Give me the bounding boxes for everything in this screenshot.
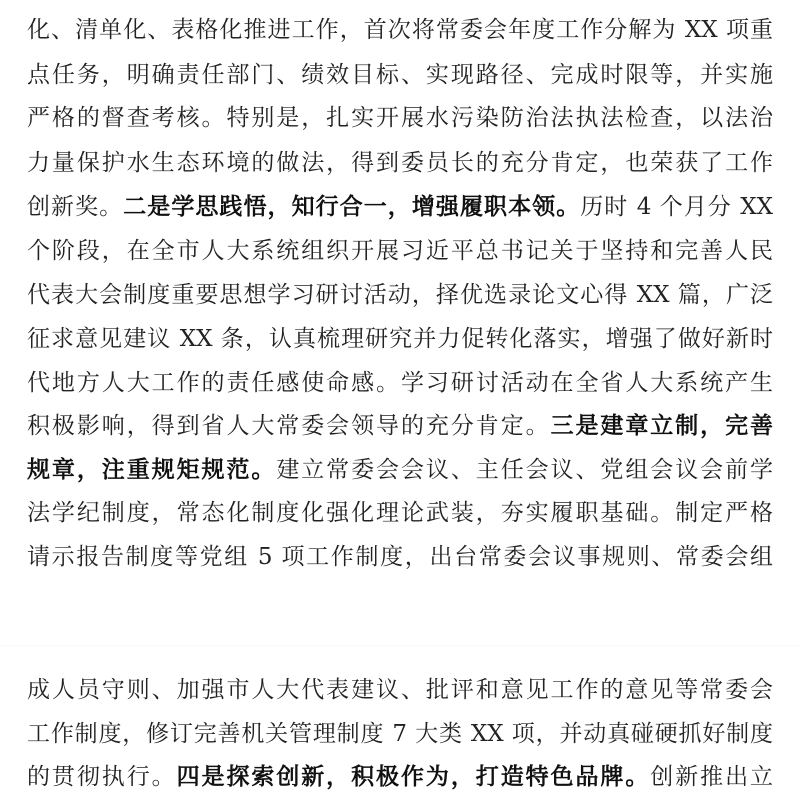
body-text: 化、清单化、表格化推进工作，首次将常委会年度工作分解为 XX 项重 [27,17,773,43]
body-text: 积极影响，得到省人大常委会领导的充分肯定。 [27,413,551,439]
body-text: 征求意见建议 XX 条，认真梳理研究并力促转化落实，增强了做好新时 [27,326,773,352]
body-text: 创新奖。 [27,194,124,220]
bold-heading-text: 规章，注重规矩规范。 [27,456,277,483]
text-line [27,450,773,490]
bold-heading-text: 三是建章立制，完善 [550,412,774,439]
body-text: 严格的督查考核。特别是，扎实开展水污染防治法执法检查，以法治 [27,105,773,131]
body-text: 代表大会制度重要思想学习研讨活动，择优选录论文心得 XX 篇，广泛 [27,282,773,308]
body-text: 法学纪制度，常态化制度化强化理论武装，夯实履职基础。制定严格 [27,500,773,526]
text-line [27,537,773,577]
body-text: 的贯彻执行。 [27,764,177,790]
text-line [27,319,773,359]
text-line [27,406,773,446]
text-line [27,55,773,95]
body-text: 代地方人大工作的责任感使命感。学习研讨活动在全省人大系统产生 [27,370,773,396]
text-line [27,363,773,403]
text-line [27,231,773,271]
text-line [27,275,773,315]
text-line [27,757,773,797]
text-line [27,98,773,138]
text-line [27,670,773,710]
text-line [27,714,773,754]
body-text: 创新推出立 [650,764,774,790]
text-line [27,143,773,183]
text-line [27,187,773,227]
body-text: 成人员守则、加强市人大代表建议、批评和意见工作的意见等常委会 [27,677,773,703]
bold-heading-text: 四是探索创新，积极作为，打造特色品牌。 [176,763,651,790]
body-text: 建立常委会会议、主任会议、党组会议会前学 [276,457,774,483]
body-text: 力量保护水生态环境的做法，得到委员长的充分肯定，也荣获了工作 [27,150,773,176]
text-line [27,10,773,50]
body-text: 点任务，明确责任部门、绩效目标、实现路径、完成时限等，并实施 [27,62,773,88]
body-text: 个阶段，在全市人大系统组织开展习近平总书记关于坚持和完善人民 [27,238,773,264]
bold-heading-text: 二是学思践悟，知行合一，增强履职本领。 [123,193,581,220]
body-text: 历时 4 个月分 XX [580,194,773,220]
page-break-divider [0,645,800,646]
body-text: 工作制度，修订完善机关管理制度 7 大类 XX 项，并动真碰硬抓好制度 [27,721,773,747]
body-text: 请示报告制度等党组 5 项工作制度，出台常委会议事规则、常委会组 [27,544,773,570]
text-line [27,493,773,533]
